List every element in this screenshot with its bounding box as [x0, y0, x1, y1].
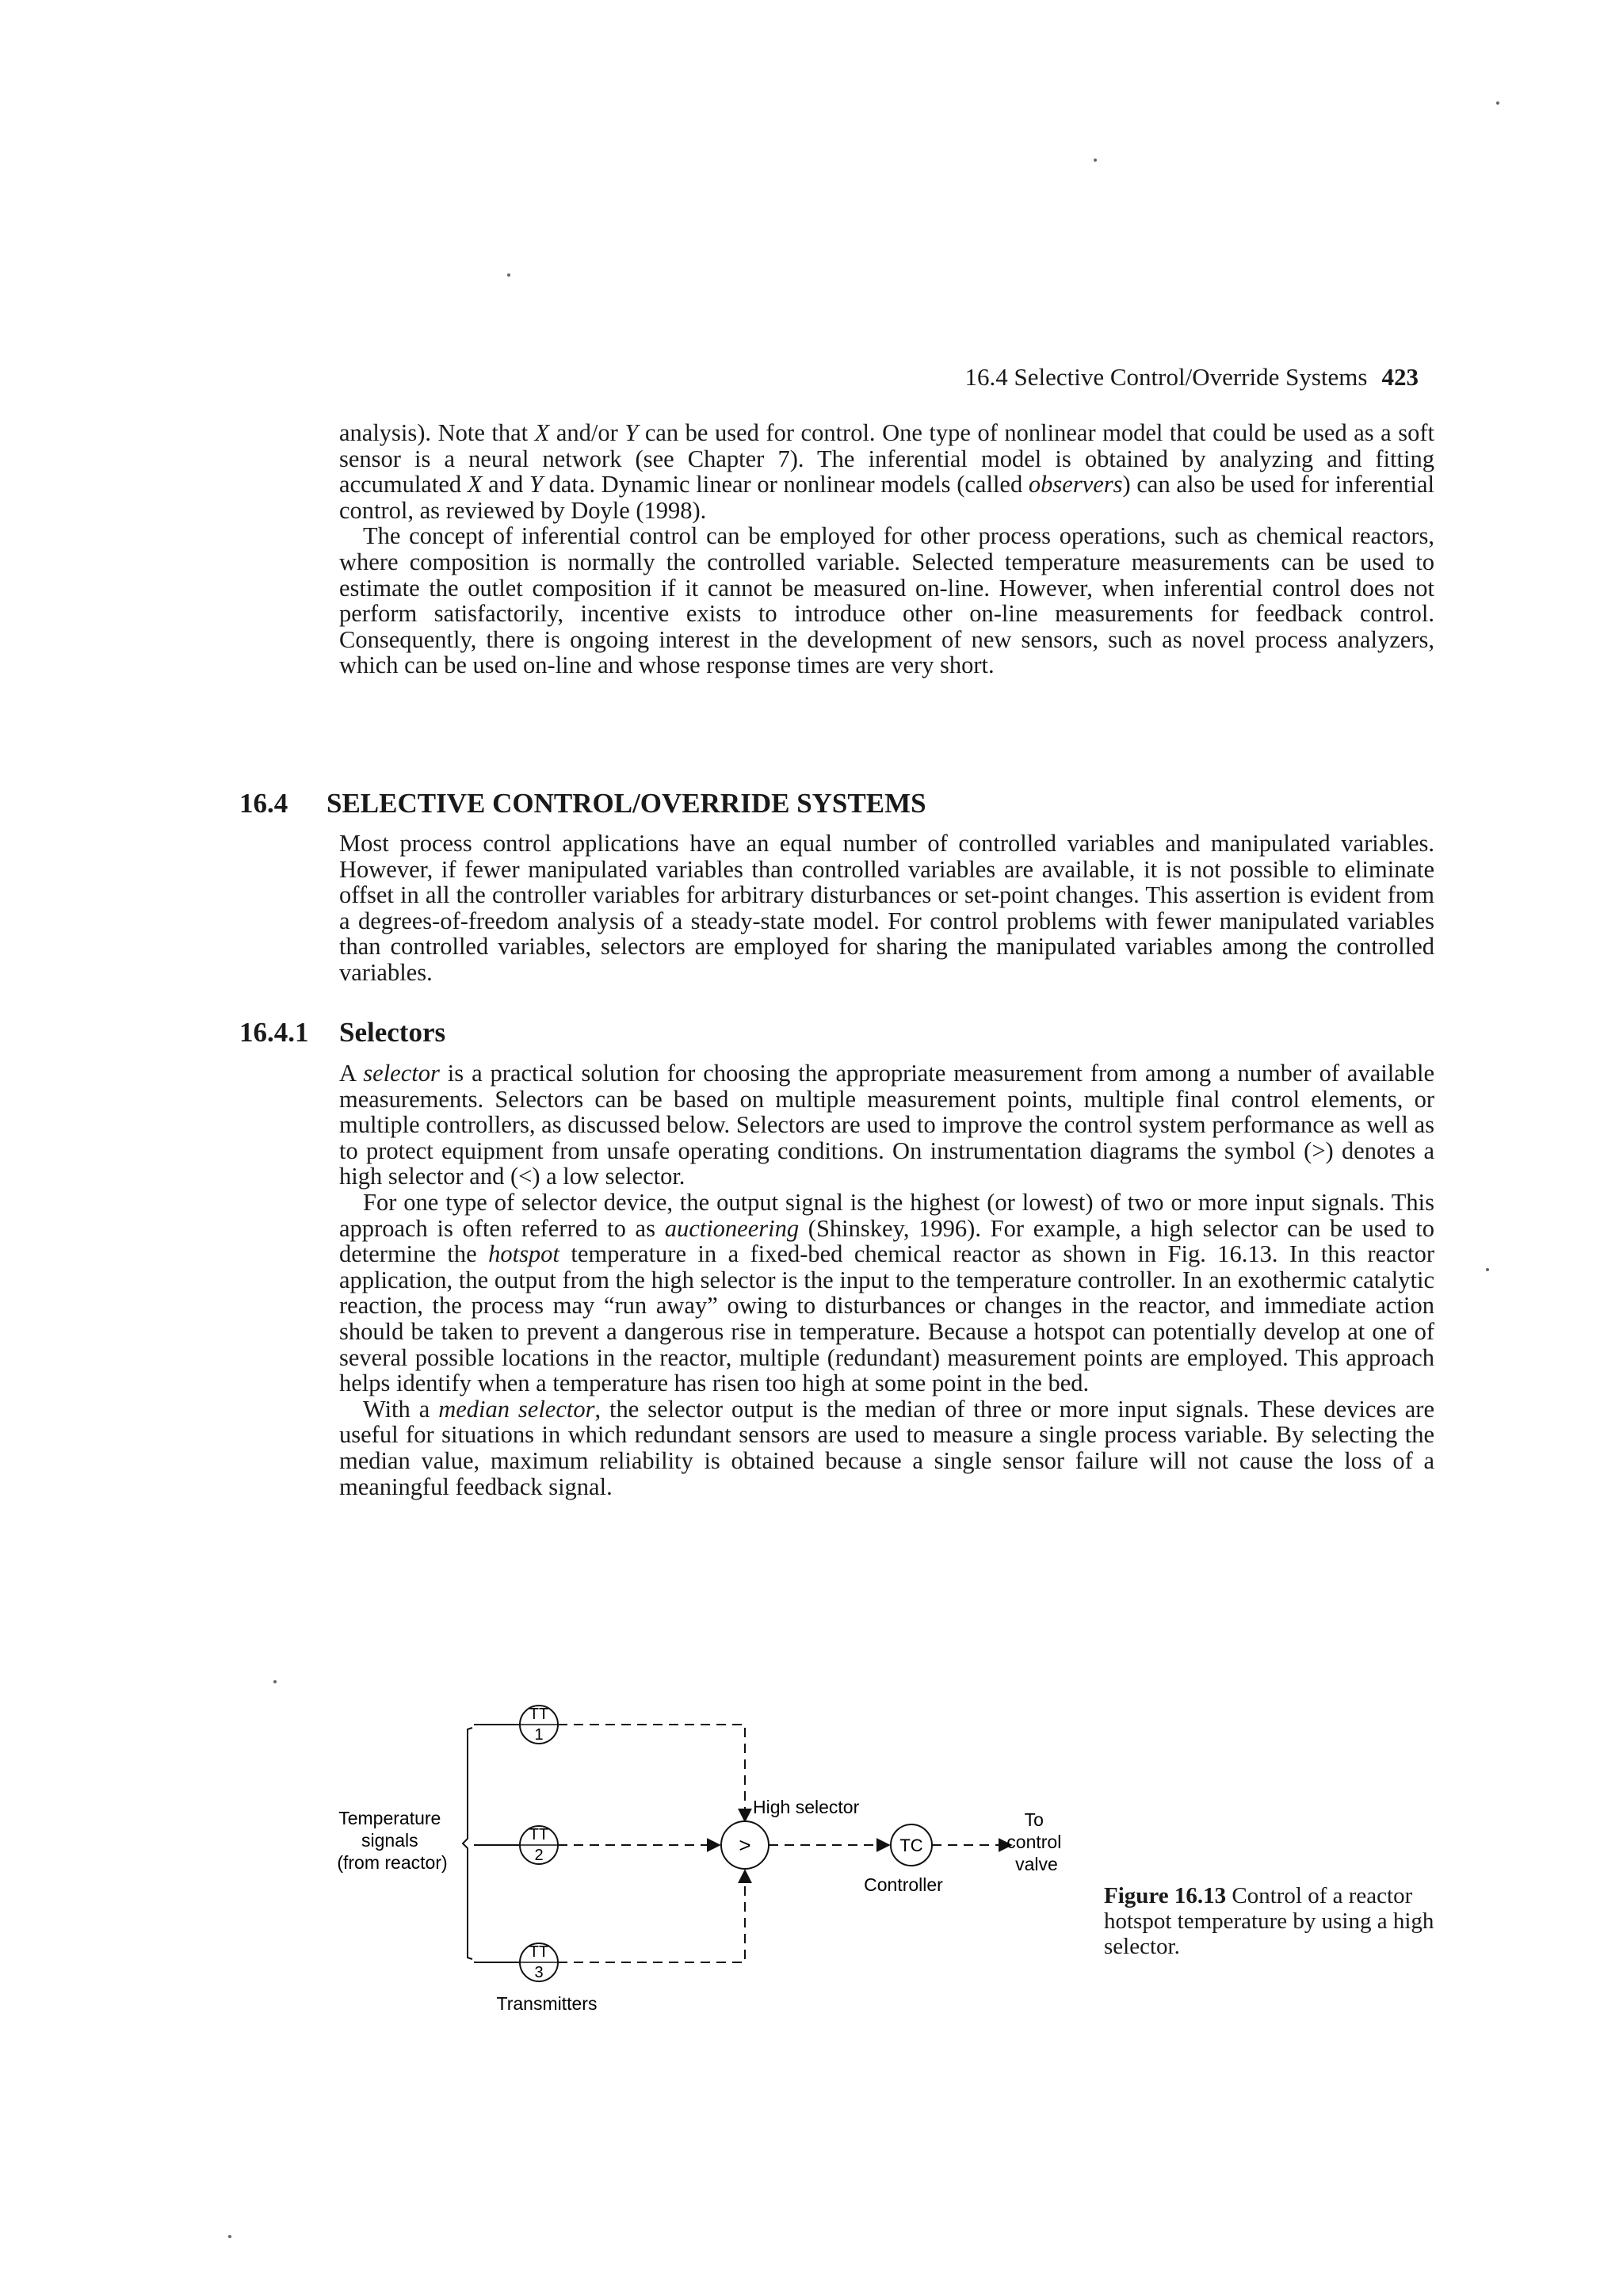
- svg-text:3: 3: [534, 1964, 544, 1981]
- temperature-signals-label: Temperature signals (from reactor): [337, 1808, 448, 1873]
- subsection-number: 16.4.1: [239, 1017, 309, 1048]
- high-selector-label: High selector: [753, 1797, 860, 1817]
- intro-paragraphs: [339, 420, 1434, 678]
- tt2-transmitter: [520, 1826, 558, 1864]
- to-control-valve-label: To control valve: [1006, 1809, 1062, 1874]
- scan-speck: [273, 1680, 277, 1683]
- running-title: 16.4 Selective Control/Override Systems: [964, 363, 1368, 391]
- tt3-transmitter: [520, 1943, 558, 1981]
- paragraph-manipulated-variables: Most process control applications have an equal number of controlled variables and manipulated variables. However, if fewer manipulated variables than controlled variables are available, it is not possible to eliminate offset in all the controller variables for arbitrary disturbances or set-point changes. This assertion is evident from a degrees-of-freedom analysis of a steady-state model. For control problems with fewer manipulated variables than controlled variables, selectors are employed for sharing the manipulated variables among the controlled variables.: [339, 830, 1434, 986]
- tt1-transmitter: [520, 1706, 558, 1744]
- section-intro: [339, 831, 1434, 986]
- figure-caption-text: Control of a reactor hotspot temperature by using a high selector.: [1104, 1883, 1434, 1959]
- section-number: 16.4: [239, 788, 288, 819]
- scan-speck: [228, 2235, 231, 2238]
- svg-text:TT: TT: [529, 1706, 549, 1723]
- figure-caption: [1104, 1883, 1445, 1959]
- page-number: 423: [1381, 363, 1419, 391]
- figure-16-13-diagram: [325, 1688, 1133, 2037]
- svg-text:TT: TT: [529, 1826, 549, 1843]
- figure-label: Figure 16.13: [1104, 1883, 1227, 1908]
- tt1-signal-line: [558, 1725, 745, 1821]
- scan-speck: [1094, 159, 1097, 162]
- svg-text:2: 2: [534, 1847, 544, 1864]
- paragraph-selector-definition: A selector is a practical solution for choosing the appropriate measurement from among a number of available measurements. Selectors can be based on multiple measurement points, multiple final control elements, or multiple controllers, as discussed below. Selectors are used to improve the control system performance as well as to protect equipment from unsafe operating conditions. On instrumentation diagrams the symbol (>) denotes a high selector and (<) a low selector.: [339, 1060, 1435, 1190]
- running-header: [911, 363, 1419, 403]
- high-selector: [721, 1821, 769, 1869]
- subsection-title: Selectors: [339, 1017, 446, 1048]
- scan-speck: [1496, 101, 1499, 105]
- scan-speck: [1486, 1268, 1489, 1271]
- paragraph-inferential-concept: The concept of inferential control can be employed for other process operations, such as chemical reactors, where composition is normally the controlled variable. Selected temperature measurements can be used to estimate the outlet composition if it cannot be measured on-line. However, when inferential control does not perform satisfactorily, incentive exists to introduce other on-line measurements for feedback control. Consequently, there is ongoing interest in the development of new sensors, such as novel process analyzers, which can be used on-line and whose response times are very short.: [339, 522, 1434, 679]
- transmitters-label: Transmitters: [496, 1993, 598, 2014]
- paragraph-median-selector: With a median selector, the selector output is the median of three or more input signals. These devices are useful for situations in which redundant sensors are used to measure a single process variable. By selecting the median value, maximum reliability is obtained because a single sensor failure will not cause the loss of a meaningful feedback signal.: [339, 1395, 1434, 1500]
- section-title: SELECTIVE CONTROL/OVERRIDE SYSTEMS: [327, 788, 926, 819]
- scan-speck: [507, 273, 510, 277]
- diagram-svg: [325, 1688, 1133, 2037]
- signals-brace: [463, 1728, 472, 1959]
- controller-label: Controller: [864, 1874, 943, 1895]
- svg-text:TC: TC: [899, 1836, 923, 1855]
- paragraph-auctioneering: For one type of selector device, the output signal is the highest (or lowest) of two or more input signals. This approach is often referred to as auctioneering (Shinskey, 1996). For example, a high selector can be used to determine the hotspot temperature in a fixed-bed chemical reactor as shown in Fig. 16.13. In this reactor application, the output from the high selector is the input to the temperature controller. In an exothermic catalytic reaction, the process may “run away” owing to disturbances or changes in the reactor, and immediate action should be taken to prevent a dangerous rise in temperature. Because a hotspot can potentially develop at one of several possible locations in the reactor, multiple (redundant) measurement points are employed. This approach helps identify when a temperature has risen too high at some point in the bed.: [339, 1188, 1434, 1397]
- tt3-signal-line: [558, 1870, 745, 1962]
- paragraph-analysis: analysis). Note that X and/or Y can be used for control. One type of nonlinear model that could be used as a soft sensor is a neural network (see Chapter 7). The inferential model is obtained by analyzing and fitting accumulated X and Y data. Dynamic linear or nonlinear models (called observers) can also be used for inferential control, as reviewed by Doyle (1998).: [339, 419, 1434, 524]
- svg-text:>: >: [739, 1833, 751, 1857]
- svg-text:1: 1: [534, 1726, 544, 1744]
- svg-text:TT: TT: [529, 1943, 549, 1961]
- temperature-controller: [891, 1824, 932, 1866]
- selectors-text: [339, 1060, 1434, 1499]
